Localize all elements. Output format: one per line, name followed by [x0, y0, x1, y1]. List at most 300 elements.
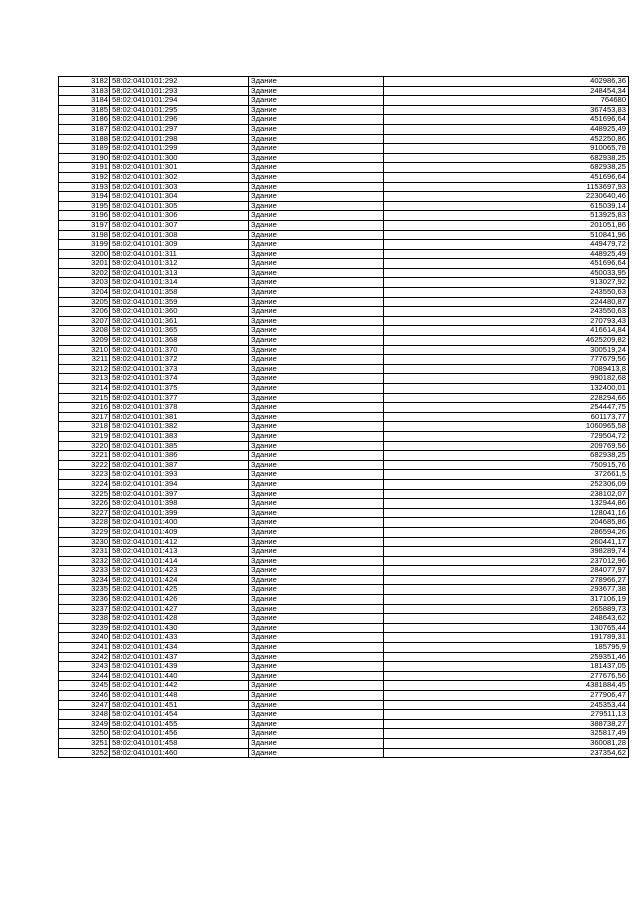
- row-number: 3206: [59, 307, 110, 317]
- cadastral-value: 260441,17: [384, 537, 629, 547]
- cadastral-value: 682938,25: [384, 451, 629, 461]
- object-type: Здание: [249, 192, 384, 202]
- cadastral-number: 58:02:0410101:375: [110, 384, 249, 394]
- row-number: 3211: [59, 355, 110, 365]
- cadastral-value: 259351,46: [384, 652, 629, 662]
- cadastral-value: 615039,14: [384, 201, 629, 211]
- table-row: [59, 585, 629, 595]
- object-type: Здание: [249, 268, 384, 278]
- table-row: [59, 77, 629, 87]
- row-number: 3237: [59, 604, 110, 614]
- object-type: Здание: [249, 316, 384, 326]
- cadastral-value: 243550,63: [384, 288, 629, 298]
- cadastral-value: 293677,38: [384, 585, 629, 595]
- cadastral-value: 224480,87: [384, 297, 629, 307]
- cadastral-number: 58:02:0410101:359: [110, 297, 249, 307]
- cadastral-number: 58:02:0410101:302: [110, 172, 249, 182]
- table-row: [59, 163, 629, 173]
- table-row: [59, 633, 629, 643]
- object-type: Здание: [249, 105, 384, 115]
- cadastral-number: 58:02:0410101:313: [110, 268, 249, 278]
- cadastral-value: 388738,27: [384, 719, 629, 729]
- table-row: [59, 614, 629, 624]
- object-type: Здание: [249, 278, 384, 288]
- cadastral-value-table: [58, 76, 629, 758]
- row-number: 3229: [59, 527, 110, 537]
- row-number: 3198: [59, 230, 110, 240]
- object-type: Здание: [249, 566, 384, 576]
- cadastral-value: 245353,44: [384, 700, 629, 710]
- row-number: 3215: [59, 393, 110, 403]
- cadastral-number: 58:02:0410101:442: [110, 681, 249, 691]
- row-number: 3242: [59, 652, 110, 662]
- table-row: [59, 537, 629, 547]
- cadastral-number: 58:02:0410101:398: [110, 499, 249, 509]
- table-row: [59, 403, 629, 413]
- cadastral-value: 510841,96: [384, 230, 629, 240]
- row-number: 3251: [59, 738, 110, 748]
- cadastral-value: 777679,56: [384, 355, 629, 365]
- cadastral-value: 449479,72: [384, 240, 629, 250]
- cadastral-number: 58:02:0410101:378: [110, 403, 249, 413]
- cadastral-value: 130765,44: [384, 623, 629, 633]
- cadastral-value: 300519,24: [384, 345, 629, 355]
- row-number: 3243: [59, 662, 110, 672]
- table-row: [59, 220, 629, 230]
- cadastral-number: 58:02:0410101:456: [110, 729, 249, 739]
- object-type: Здание: [249, 288, 384, 298]
- table-row: [59, 374, 629, 384]
- cadastral-value: 402986,36: [384, 77, 629, 87]
- cadastral-number: 58:02:0410101:409: [110, 527, 249, 537]
- object-type: Здание: [249, 700, 384, 710]
- row-number: 3233: [59, 566, 110, 576]
- row-number: 3192: [59, 172, 110, 182]
- cadastral-number: 58:02:0410101:381: [110, 412, 249, 422]
- cadastral-value: 181437,05: [384, 662, 629, 672]
- row-number: 3210: [59, 345, 110, 355]
- object-type: Здание: [249, 508, 384, 518]
- object-type: Здание: [249, 403, 384, 413]
- cadastral-value: 228294,66: [384, 393, 629, 403]
- table-row: [59, 278, 629, 288]
- object-type: Здание: [249, 144, 384, 154]
- row-number: 3249: [59, 719, 110, 729]
- cadastral-number: 58:02:0410101:424: [110, 575, 249, 585]
- table-row: [59, 738, 629, 748]
- table-row: [59, 192, 629, 202]
- cadastral-number: 58:02:0410101:298: [110, 134, 249, 144]
- cadastral-number: 58:02:0410101:385: [110, 441, 249, 451]
- cadastral-number: 58:02:0410101:307: [110, 220, 249, 230]
- cadastral-number: 58:02:0410101:361: [110, 316, 249, 326]
- cadastral-value: 252306,09: [384, 479, 629, 489]
- cadastral-number: 58:02:0410101:300: [110, 153, 249, 163]
- object-type: Здание: [249, 518, 384, 528]
- table-row: [59, 623, 629, 633]
- cadastral-number: 58:02:0410101:437: [110, 652, 249, 662]
- row-number: 3217: [59, 412, 110, 422]
- row-number: 3203: [59, 278, 110, 288]
- row-number: 3205: [59, 297, 110, 307]
- cadastral-number: 58:02:0410101:430: [110, 623, 249, 633]
- cadastral-number: 58:02:0410101:305: [110, 201, 249, 211]
- table-body: [59, 77, 629, 758]
- cadastral-value: 367453,83: [384, 105, 629, 115]
- cadastral-value: 237012,96: [384, 556, 629, 566]
- object-type: Здание: [249, 384, 384, 394]
- cadastral-value: 265889,73: [384, 604, 629, 614]
- object-type: Здание: [249, 249, 384, 259]
- cadastral-number: 58:02:0410101:312: [110, 259, 249, 269]
- cadastral-value: 448925,49: [384, 249, 629, 259]
- object-type: Здание: [249, 211, 384, 221]
- object-type: Здание: [249, 153, 384, 163]
- table-row: [59, 115, 629, 125]
- cadastral-number: 58:02:0410101:427: [110, 604, 249, 614]
- object-type: Здание: [249, 489, 384, 499]
- cadastral-number: 58:02:0410101:297: [110, 124, 249, 134]
- object-type: Здание: [249, 134, 384, 144]
- cadastral-value: 270793,43: [384, 316, 629, 326]
- cadastral-number: 58:02:0410101:368: [110, 336, 249, 346]
- table-row: [59, 566, 629, 576]
- object-type: Здание: [249, 499, 384, 509]
- object-type: Здание: [249, 355, 384, 365]
- object-type: Здание: [249, 691, 384, 701]
- cadastral-number: 58:02:0410101:426: [110, 595, 249, 605]
- cadastral-number: 58:02:0410101:293: [110, 86, 249, 96]
- table-row: [59, 364, 629, 374]
- row-number: 3223: [59, 470, 110, 480]
- cadastral-number: 58:02:0410101:387: [110, 460, 249, 470]
- object-type: Здание: [249, 643, 384, 653]
- table-row: [59, 508, 629, 518]
- table-row: [59, 336, 629, 346]
- cadastral-number: 58:02:0410101:299: [110, 144, 249, 154]
- cadastral-value: 910065,78: [384, 144, 629, 154]
- table-row: [59, 431, 629, 441]
- table-row: [59, 700, 629, 710]
- row-number: 3183: [59, 86, 110, 96]
- table-row: [59, 451, 629, 461]
- cadastral-number: 58:02:0410101:377: [110, 393, 249, 403]
- row-number: 3235: [59, 585, 110, 595]
- object-type: Здание: [249, 431, 384, 441]
- row-number: 3212: [59, 364, 110, 374]
- cadastral-number: 58:02:0410101:374: [110, 374, 249, 384]
- cadastral-value: 128041,16: [384, 508, 629, 518]
- object-type: Здание: [249, 259, 384, 269]
- cadastral-number: 58:02:0410101:433: [110, 633, 249, 643]
- cadastral-number: 58:02:0410101:304: [110, 192, 249, 202]
- cadastral-value: 601173,77: [384, 412, 629, 422]
- row-number: 3193: [59, 182, 110, 192]
- row-number: 3247: [59, 700, 110, 710]
- cadastral-number: 58:02:0410101:425: [110, 585, 249, 595]
- cadastral-number: 58:02:0410101:311: [110, 249, 249, 259]
- table-row: [59, 326, 629, 336]
- table-row: [59, 259, 629, 269]
- table-row: [59, 691, 629, 701]
- table-row: [59, 441, 629, 451]
- row-number: 3186: [59, 115, 110, 125]
- cadastral-value: 248454,34: [384, 86, 629, 96]
- row-number: 3182: [59, 77, 110, 87]
- object-type: Здание: [249, 729, 384, 739]
- cadastral-number: 58:02:0410101:370: [110, 345, 249, 355]
- cadastral-value: 451696,64: [384, 115, 629, 125]
- row-number: 3219: [59, 431, 110, 441]
- row-number: 3246: [59, 691, 110, 701]
- cadastral-number: 58:02:0410101:397: [110, 489, 249, 499]
- table-row: [59, 671, 629, 681]
- object-type: Здание: [249, 345, 384, 355]
- cadastral-value: 277676,56: [384, 671, 629, 681]
- table-row: [59, 297, 629, 307]
- cadastral-value: 450033,95: [384, 268, 629, 278]
- object-type: Здание: [249, 172, 384, 182]
- row-number: 3189: [59, 144, 110, 154]
- cadastral-value: 448925,49: [384, 124, 629, 134]
- cadastral-value: 7089413,8: [384, 364, 629, 374]
- table-row: [59, 124, 629, 134]
- cadastral-number: 58:02:0410101:393: [110, 470, 249, 480]
- cadastral-value: 682938,25: [384, 153, 629, 163]
- cadastral-number: 58:02:0410101:428: [110, 614, 249, 624]
- row-number: 3224: [59, 479, 110, 489]
- cadastral-number: 58:02:0410101:358: [110, 288, 249, 298]
- table-row: [59, 518, 629, 528]
- object-type: Здание: [249, 163, 384, 173]
- cadastral-value: 204685,86: [384, 518, 629, 528]
- table-row: [59, 422, 629, 432]
- row-number: 3196: [59, 211, 110, 221]
- table-row: [59, 710, 629, 720]
- row-number: 3191: [59, 163, 110, 173]
- table-row: [59, 643, 629, 653]
- row-number: 3226: [59, 499, 110, 509]
- row-number: 3216: [59, 403, 110, 413]
- row-number: 3241: [59, 643, 110, 653]
- table-row: [59, 144, 629, 154]
- row-number: 3244: [59, 671, 110, 681]
- object-type: Здание: [249, 77, 384, 87]
- object-type: Здание: [249, 633, 384, 643]
- table-row: [59, 662, 629, 672]
- row-number: 3188: [59, 134, 110, 144]
- object-type: Здание: [249, 86, 384, 96]
- object-type: Здание: [249, 220, 384, 230]
- cadastral-value: 243550,63: [384, 307, 629, 317]
- cadastral-number: 58:02:0410101:301: [110, 163, 249, 173]
- cadastral-value: 132400,01: [384, 384, 629, 394]
- row-number: 3214: [59, 384, 110, 394]
- cadastral-value: 132944,86: [384, 499, 629, 509]
- object-type: Здание: [249, 595, 384, 605]
- object-type: Здание: [249, 201, 384, 211]
- cadastral-number: 58:02:0410101:295: [110, 105, 249, 115]
- cadastral-value: 254447,75: [384, 403, 629, 413]
- object-type: Здание: [249, 336, 384, 346]
- table-row: [59, 182, 629, 192]
- cadastral-number: 58:02:0410101:451: [110, 700, 249, 710]
- row-number: 3187: [59, 124, 110, 134]
- row-number: 3184: [59, 96, 110, 106]
- cadastral-value: 237354,62: [384, 748, 629, 758]
- cadastral-number: 58:02:0410101:400: [110, 518, 249, 528]
- object-type: Здание: [249, 719, 384, 729]
- cadastral-number: 58:02:0410101:412: [110, 537, 249, 547]
- cadastral-value: 277906,47: [384, 691, 629, 701]
- table-row: [59, 268, 629, 278]
- cadastral-value: 325817,49: [384, 729, 629, 739]
- object-type: Здание: [249, 96, 384, 106]
- row-number: 3207: [59, 316, 110, 326]
- table-row: [59, 316, 629, 326]
- table-row: [59, 575, 629, 585]
- object-type: Здание: [249, 671, 384, 681]
- cadastral-value: 209769,56: [384, 441, 629, 451]
- object-type: Здание: [249, 604, 384, 614]
- cadastral-number: 58:02:0410101:440: [110, 671, 249, 681]
- object-type: Здание: [249, 585, 384, 595]
- object-type: Здание: [249, 422, 384, 432]
- cadastral-value: 416614,84: [384, 326, 629, 336]
- table-row: [59, 355, 629, 365]
- table-row: [59, 460, 629, 470]
- table-row: [59, 105, 629, 115]
- table-row: [59, 201, 629, 211]
- cadastral-value: 248643,62: [384, 614, 629, 624]
- table-row: [59, 604, 629, 614]
- object-type: Здание: [249, 614, 384, 624]
- cadastral-number: 58:02:0410101:382: [110, 422, 249, 432]
- object-type: Здание: [249, 124, 384, 134]
- cadastral-value: 1060965,58: [384, 422, 629, 432]
- cadastral-number: 58:02:0410101:296: [110, 115, 249, 125]
- table-row: [59, 249, 629, 259]
- cadastral-number: 58:02:0410101:423: [110, 566, 249, 576]
- table-row: [59, 652, 629, 662]
- cadastral-number: 58:02:0410101:306: [110, 211, 249, 221]
- cadastral-value: 201051,86: [384, 220, 629, 230]
- cadastral-value: 284077,97: [384, 566, 629, 576]
- cadastral-value: 317106,19: [384, 595, 629, 605]
- object-type: Здание: [249, 537, 384, 547]
- table-row: [59, 211, 629, 221]
- row-number: 3234: [59, 575, 110, 585]
- cadastral-value: 278966,27: [384, 575, 629, 585]
- table-row: [59, 384, 629, 394]
- table-row: [59, 729, 629, 739]
- table-row: [59, 748, 629, 758]
- cadastral-number: 58:02:0410101:386: [110, 451, 249, 461]
- object-type: Здание: [249, 230, 384, 240]
- row-number: 3194: [59, 192, 110, 202]
- cadastral-number: 58:02:0410101:383: [110, 431, 249, 441]
- row-number: 3208: [59, 326, 110, 336]
- cadastral-number: 58:02:0410101:309: [110, 240, 249, 250]
- table-row: [59, 230, 629, 240]
- cadastral-value: 191789,31: [384, 633, 629, 643]
- cadastral-number: 58:02:0410101:439: [110, 662, 249, 672]
- row-number: 3209: [59, 336, 110, 346]
- cadastral-number: 58:02:0410101:365: [110, 326, 249, 336]
- row-number: 3199: [59, 240, 110, 250]
- table-row: [59, 595, 629, 605]
- object-type: Здание: [249, 393, 384, 403]
- row-number: 3245: [59, 681, 110, 691]
- cadastral-value: 452250,86: [384, 134, 629, 144]
- cadastral-number: 58:02:0410101:399: [110, 508, 249, 518]
- object-type: Здание: [249, 364, 384, 374]
- cadastral-number: 58:02:0410101:372: [110, 355, 249, 365]
- row-number: 3213: [59, 374, 110, 384]
- row-number: 3238: [59, 614, 110, 624]
- row-number: 3231: [59, 547, 110, 557]
- cadastral-value: 360081,28: [384, 738, 629, 748]
- object-type: Здание: [249, 326, 384, 336]
- cadastral-value: 682938,25: [384, 163, 629, 173]
- cadastral-number: 58:02:0410101:308: [110, 230, 249, 240]
- object-type: Здание: [249, 652, 384, 662]
- table-row: [59, 153, 629, 163]
- row-number: 3225: [59, 489, 110, 499]
- cadastral-value: 729504,72: [384, 431, 629, 441]
- cadastral-value: 750915,76: [384, 460, 629, 470]
- object-type: Здание: [249, 556, 384, 566]
- object-type: Здание: [249, 307, 384, 317]
- cadastral-value: 990182,68: [384, 374, 629, 384]
- table-row: [59, 134, 629, 144]
- row-number: 3227: [59, 508, 110, 518]
- object-type: Здание: [249, 412, 384, 422]
- row-number: 3202: [59, 268, 110, 278]
- cadastral-number: 58:02:0410101:413: [110, 547, 249, 557]
- cadastral-number: 58:02:0410101:454: [110, 710, 249, 720]
- row-number: 3190: [59, 153, 110, 163]
- cadastral-value: 372661,5: [384, 470, 629, 480]
- table-row: [59, 489, 629, 499]
- cadastral-number: 58:02:0410101:360: [110, 307, 249, 317]
- object-type: Здание: [249, 575, 384, 585]
- row-number: 3195: [59, 201, 110, 211]
- table-row: [59, 86, 629, 96]
- object-type: Здание: [249, 681, 384, 691]
- row-number: 3185: [59, 105, 110, 115]
- cadastral-value: 513925,83: [384, 211, 629, 221]
- cadastral-value: 764680: [384, 96, 629, 106]
- row-number: 3239: [59, 623, 110, 633]
- cadastral-number: 58:02:0410101:448: [110, 691, 249, 701]
- object-type: Здание: [249, 748, 384, 758]
- cadastral-number: 58:02:0410101:314: [110, 278, 249, 288]
- table-row: [59, 393, 629, 403]
- object-type: Здание: [249, 547, 384, 557]
- cadastral-value: 279511,13: [384, 710, 629, 720]
- row-number: 3240: [59, 633, 110, 643]
- cadastral-value: 185795,9: [384, 643, 629, 653]
- object-type: Здание: [249, 240, 384, 250]
- cadastral-number: 58:02:0410101:458: [110, 738, 249, 748]
- table-row: [59, 470, 629, 480]
- table-row: [59, 240, 629, 250]
- table-row: [59, 345, 629, 355]
- cadastral-number: 58:02:0410101:455: [110, 719, 249, 729]
- row-number: 3232: [59, 556, 110, 566]
- object-type: Здание: [249, 710, 384, 720]
